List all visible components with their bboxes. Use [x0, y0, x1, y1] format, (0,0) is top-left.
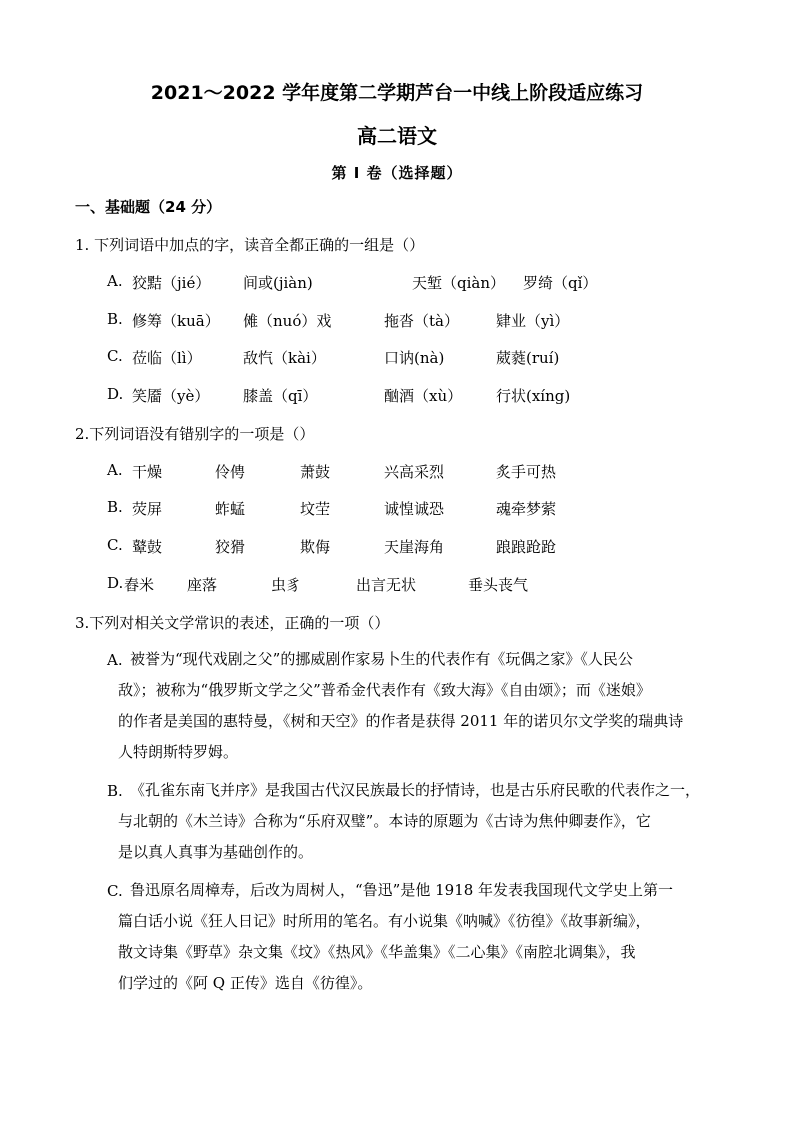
option-item: 鼙鼓 — [132, 538, 163, 556]
option-item: 罗绮（qǐ） — [523, 274, 598, 292]
option-item: 荧屏 — [132, 500, 163, 518]
option-label: B. — [107, 498, 123, 516]
option-item: 兴高采烈 — [384, 463, 445, 481]
option-label: B. — [107, 310, 123, 328]
option-item: 口讷(nà) — [384, 349, 445, 367]
option-item: 莅临（lì） — [132, 349, 202, 367]
option-item: 天崖海角 — [384, 538, 445, 556]
option-text-line: 篇白话小说《狂人日记》时所用的笔名。有小说集《呐喊》《彷徨》《故事新编》， — [118, 912, 651, 930]
option-item: 垂头丧气 — [468, 576, 529, 594]
option-item: 笑靥（yè） — [132, 387, 210, 405]
option-item: 拖沓（tà） — [384, 312, 459, 330]
option-text-line: 与北朝的《木兰诗》合称为“乐府双璧”。本诗的原题为《古诗为焦仲卿妻作》，它 — [118, 812, 651, 830]
option-text-line: 散文诗集《野草》杂文集《坟》《热风》《华盖集》《二心集》《南腔北调集》，我 — [118, 943, 636, 961]
option-text-line: 们学过的《阿 Q 正传》选自《彷徨》。 — [118, 974, 373, 992]
option-item: 蚱蜢 — [215, 500, 246, 518]
option-text-line: 是以真人真事为基础创作的。 — [118, 843, 314, 861]
option-label: D. — [107, 574, 124, 592]
option-item: 舂米 — [124, 576, 155, 594]
option-item: 狡黠（jié） — [132, 274, 211, 292]
option-item: 酗酒（xù） — [384, 387, 463, 405]
question-2-stem: 2.下列词语没有错别字的一项是（） — [75, 425, 315, 443]
option-item: 葳蕤(ruí) — [496, 349, 560, 367]
exam-title: 2021～2022 学年度第二学期芦台一中线上阶段适应练习 — [150, 82, 644, 104]
option-item: 出言无状 — [356, 576, 417, 594]
option-item: 行状(xíng) — [496, 387, 571, 405]
option-item: 天堑（qiàn） — [412, 274, 506, 292]
option-text-line: 鲁迅原名周樟寿，后改为周树人，“鲁迅”是他 1918 年发表我国现代文学史上第一 — [130, 881, 674, 899]
option-item: 敌忾（kài） — [243, 349, 326, 367]
volume-title: 第 I 卷（选择题） — [331, 164, 463, 182]
option-label: C. — [107, 882, 123, 900]
option-item: 干燥 — [132, 463, 163, 481]
option-item: 虫豸 — [271, 576, 302, 594]
section-heading: 一、基础题（24 分） — [75, 198, 222, 216]
option-item: 坟茔 — [300, 500, 331, 518]
option-label: A. — [107, 461, 123, 479]
option-item: 肄业（yì） — [496, 312, 570, 330]
option-item: 伶俜 — [215, 463, 246, 481]
option-text-line: 被誉为“现代戏剧之父”的挪威剧作家易卜生的代表作有《玩偶之家》《人民公 — [130, 650, 633, 668]
option-item: 魂牵梦萦 — [496, 500, 557, 518]
option-text-line: 人特朗斯特罗姆。 — [118, 743, 239, 761]
option-text-line: 《孔雀东南飞并序》是我国古代汉民族最长的抒情诗，也是古乐府民歌的代表作之一， — [130, 781, 701, 799]
option-item: 诚惶诚恐 — [384, 500, 445, 518]
option-item: 踉踉跄跄 — [496, 538, 557, 556]
subject-title: 高二语文 — [357, 124, 437, 148]
option-item: 座落 — [187, 576, 218, 594]
option-label: B. — [107, 782, 123, 800]
option-label: C. — [107, 347, 123, 365]
option-text-line: 的作者是美国的惠特曼，《树和天空》的作者是获得 2011 年的诺贝尔文学奖的瑞典诗 — [118, 712, 684, 730]
option-item: 欺侮 — [300, 538, 331, 556]
option-label: A. — [107, 272, 123, 290]
option-label: C. — [107, 536, 123, 554]
option-item: 炙手可热 — [496, 463, 557, 481]
option-item: 狡猾 — [215, 538, 246, 556]
option-item: 傩（nuó）戏 — [243, 312, 332, 330]
option-text-line: 敌》；被称为“俄罗斯文学之父”普希金代表作有《致大海》《自由颂》；而《迷娘》 — [118, 681, 651, 699]
option-label: A. — [107, 651, 123, 669]
option-item: 间或(jiàn) — [243, 274, 313, 292]
option-item: 膝盖（qī） — [243, 387, 318, 405]
option-item: 萧鼓 — [300, 463, 331, 481]
question-1-stem: 1. 下列词语中加点的字，读音全都正确的一组是（） — [75, 236, 425, 254]
option-item: 修筹（kuā） — [132, 312, 220, 330]
question-3-stem: 3.下列对相关文学常识的表述，正确的一项（） — [75, 614, 390, 632]
option-label: D. — [107, 385, 124, 403]
